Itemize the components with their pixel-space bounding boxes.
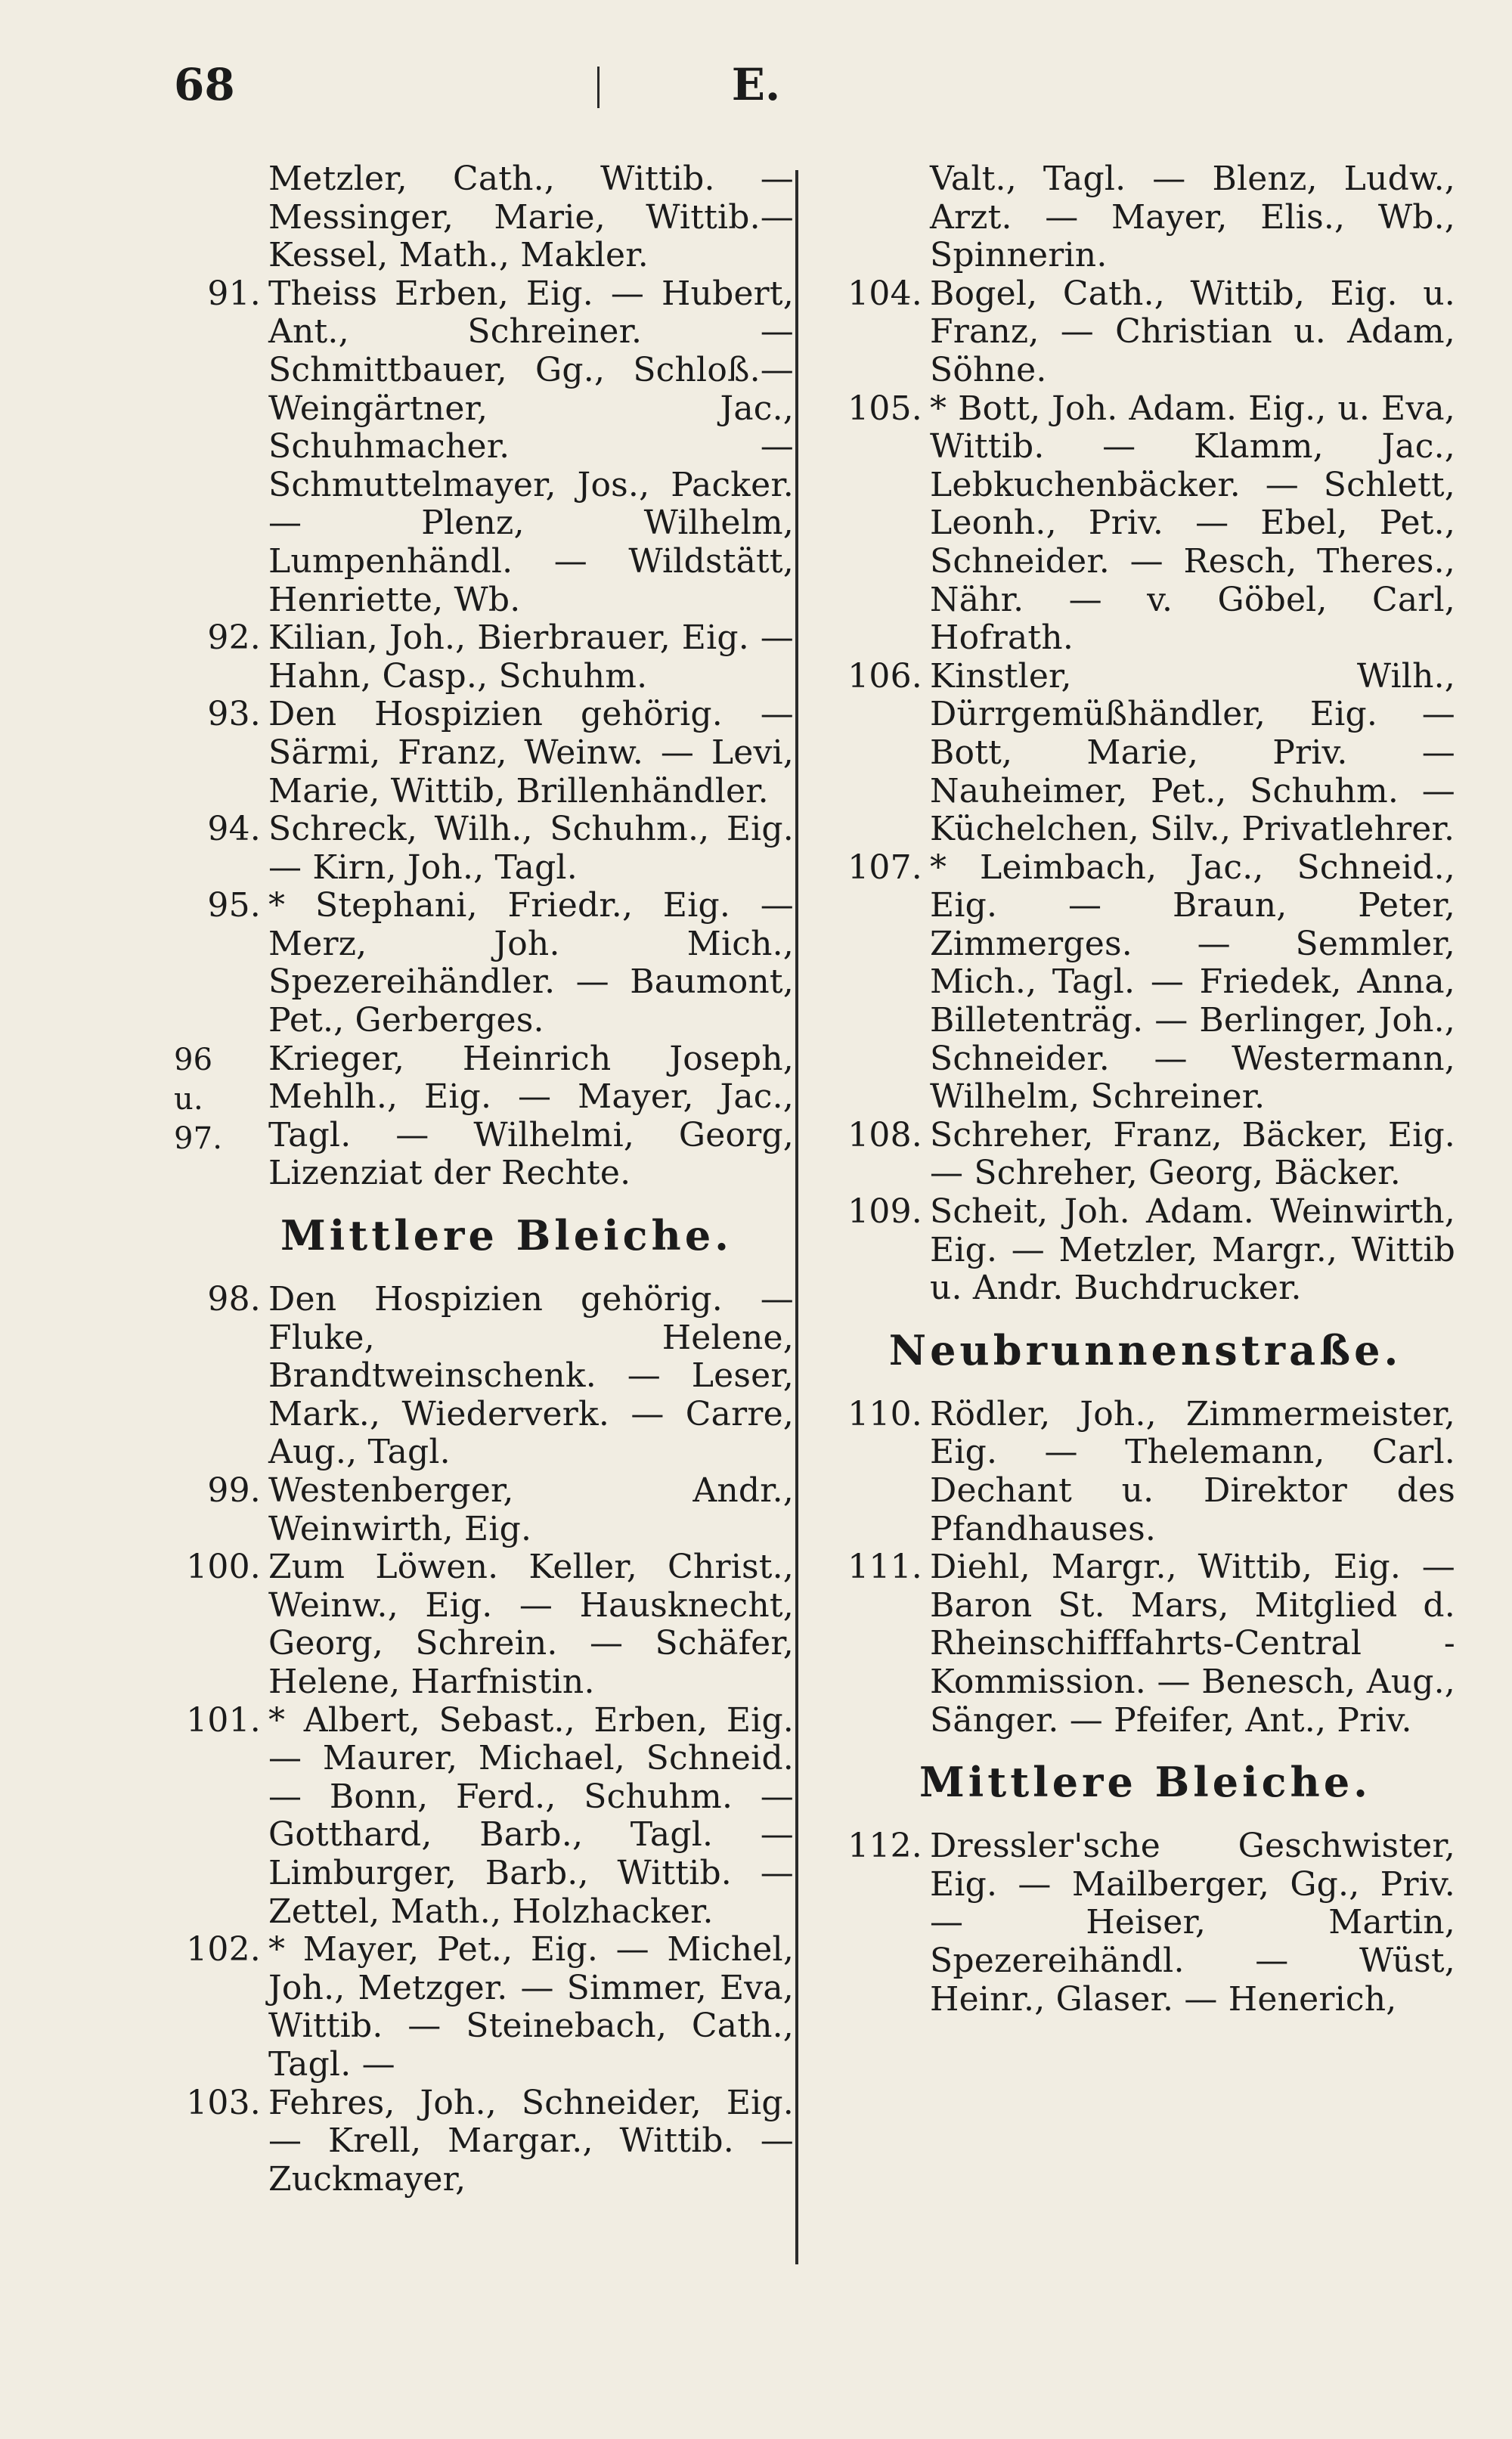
- right-column: [835, 160, 1455, 2019]
- house-entry: [174, 1702, 794, 1932]
- entry-text: Dressler'sche Geschwister, Eig. — Mailberger, Gg., Priv. — Heiser, Martin, Spezereihändl. — Wüst, Heinr., Glaser. — Henerich,: [930, 1827, 1455, 2019]
- house-entry: [835, 1396, 1455, 1548]
- house-entry: [835, 1193, 1455, 1308]
- house-number: 93.: [207, 695, 261, 734]
- house-number: 109.: [847, 1192, 922, 1232]
- entry-text: Scheit, Joh. Adam. Weinwirth, Eig. — Metzler, Margr., Wittib u. Andr. Buchdrucker.: [930, 1192, 1455, 1308]
- entry-text: Theiss Erben, Eig. — Hubert, Ant., Schreiner. — Schmittbauer, Gg., Schloß.— Weingärtner, Jac., Schuhmacher. — Schmuttelmayer, Jos., Packer. — Plenz, Wilhelm, Lumpenhändl. — Wildstätt, Henriette, Wb.: [268, 274, 794, 619]
- entry-text: * Stephani, Friedr., Eig. — Merz, Joh. Mich., Spezereihändler. — Baumont, Pet., Gerberges.: [268, 886, 794, 1040]
- entry-text: Bogel, Cath., Wittib, Eig. u. Franz, — Christian u. Adam, Söhne.: [930, 274, 1455, 389]
- house-entry: [174, 810, 794, 887]
- house-number: 112.: [847, 1827, 922, 1866]
- house-entry: [835, 1827, 1455, 2019]
- column-divider: [795, 170, 798, 2264]
- page-header: [174, 59, 1338, 119]
- entry-text: * Bott, Joh. Adam. Eig., u. Eva, Wittib. — Klamm, Jac., Lebkuchenbäcker. — Schlett, Leonh., Priv. — Ebel, Pet., Schneider. — Resch, Theres., Nähr. — v. Göbel, Carl, Hofrath.: [930, 389, 1455, 658]
- entry-text: Rödler, Joh., Zimmermeister, Eig. — Thelemann, Carl. Dechant u. Direktor des Pfandhauses.: [930, 1394, 1455, 1548]
- entry-text: * Albert, Sebast., Erben, Eig. — Maurer, Michael, Schneid. — Bonn, Ferd., Schuhm. — Gotthard, Barb., Tagl. — Limburger, Barb., Wittib. — Zettel, Math., Holzhacker.: [268, 1700, 794, 1931]
- entry-text: Metzler, Cath., Wittib. — Messinger, Marie, Wittib.— Kessel, Math., Makler.: [268, 160, 794, 275]
- entry-text: Schreher, Franz, Bäcker, Eig. — Schreher, Georg, Bäcker.: [930, 1115, 1455, 1193]
- house-entry: [835, 1117, 1455, 1193]
- house-number: 106.: [847, 656, 922, 696]
- house-entry: [174, 1548, 794, 1701]
- house-number: 103.: [186, 2083, 261, 2122]
- left-column: [174, 160, 794, 2199]
- house-number: 94.: [207, 810, 261, 849]
- house-entry: [174, 619, 794, 696]
- house-entry: [174, 275, 794, 619]
- entry-text: Kilian, Joh., Bierbrauer, Eig. — Hahn, Casp., Schuhm.: [268, 618, 794, 696]
- house-number: 105.: [847, 389, 922, 428]
- house-number: 92.: [207, 618, 261, 658]
- house-entry: [835, 275, 1455, 390]
- house-number: 95.: [207, 886, 261, 925]
- house-entry: [174, 696, 794, 810]
- house-number: 108.: [847, 1115, 922, 1154]
- house-entry: [835, 390, 1455, 658]
- house-number: 102.: [186, 1930, 261, 1969]
- house-number: 98.: [207, 1280, 261, 1319]
- entry-text: Kinstler, Wilh., Dürrgemüßhändler, Eig. — Bott, Marie, Priv. — Nauheimer, Pet., Schuhm. — Küchelchen, Silv., Privatlehrer.: [930, 656, 1455, 849]
- entry-text: Den Hospizien gehörig. — Fluke, Helene, Brandtweinschenk. — Leser, Mark., Wiederverk. — Carre, Aug., Tagl.: [268, 1280, 794, 1472]
- entry-text: Zum Löwen. Keller, Christ., Weinw., Eig. — Hausknecht, Georg, Schrein. — Schäfer, Helene, Harfnistin.: [268, 1548, 794, 1701]
- house-entry: [174, 887, 794, 1040]
- entry-text: Fehres, Joh., Schneider, Eig. — Krell, Margar., Wittib. — Zuckmayer,: [268, 2083, 794, 2199]
- house-number: 101.: [186, 1700, 261, 1740]
- house-entry: [174, 160, 794, 275]
- section-letter: E.: [731, 59, 781, 110]
- page-number: 68: [174, 59, 235, 110]
- house-entry: [174, 1931, 794, 2084]
- house-entry: [174, 1281, 794, 1472]
- house-entry: [174, 1472, 794, 1548]
- entry-text: Den Hospizien gehörig. — Särmi, Franz, Weinw. — Levi, Marie, Wittib, Brillenhändler.: [268, 695, 794, 810]
- house-number: 110.: [847, 1394, 922, 1433]
- house-entry: [174, 1040, 794, 1193]
- street-heading: Neubrunnenstraße.: [888, 1325, 1402, 1374]
- street-heading: Mittlere Bleiche.: [919, 1758, 1371, 1807]
- house-number: 104.: [847, 274, 922, 313]
- street-heading: Mittlere Bleiche.: [280, 1211, 733, 1260]
- house-number: 96 u. 97.: [174, 1042, 223, 1156]
- entry-text: * Mayer, Pet., Eig. — Michel, Joh., Metzger. — Simmer, Eva, Wittib. — Steinebach, Cath., Tagl. —: [268, 1930, 794, 2084]
- house-entry: [174, 2084, 794, 2199]
- house-number: 100.: [186, 1548, 261, 1587]
- entry-text: Diehl, Margr., Wittib, Eig. — Baron St. Mars, Mitglied d. Rheinschifffahrts-Central - Kommission. — Benesch, Aug., Sänger. — Pfeifer, Ant., Priv.: [930, 1548, 1455, 1740]
- header-rule-mark: [597, 67, 600, 108]
- entry-text: Valt., Tagl. — Blenz, Ludw., Arzt. — Mayer, Elis., Wb., Spinnerin.: [930, 160, 1455, 275]
- entry-text: Westenberger, Andr., Weinwirth, Eig.: [268, 1471, 794, 1548]
- house-number: 111.: [847, 1548, 922, 1587]
- house-entry: [835, 658, 1455, 849]
- house-entry: [835, 1548, 1455, 1740]
- entry-text: Schreck, Wilh., Schuhm., Eig. — Kirn, Joh., Tagl.: [268, 810, 794, 887]
- entry-text: Krieger, Heinrich Joseph, Mehlh., Eig. — Mayer, Jac., Tagl. — Wilhelmi, Georg, Lizenziat der Rechte.: [268, 1039, 794, 1193]
- entry-text: * Leimbach, Jac., Schneid., Eig. — Braun, Peter, Zimmerges. — Semmler, Mich., Tagl. — Friedek, Anna, Billetenträg. — Berlinger, Joh., Schneider. — Westermann, Wilhelm, Schreiner.: [930, 848, 1455, 1117]
- house-entry: [835, 849, 1455, 1117]
- house-number: 91.: [207, 274, 261, 313]
- house-number: 107.: [847, 848, 922, 887]
- house-entry: [835, 160, 1455, 275]
- house-number: 99.: [207, 1471, 261, 1510]
